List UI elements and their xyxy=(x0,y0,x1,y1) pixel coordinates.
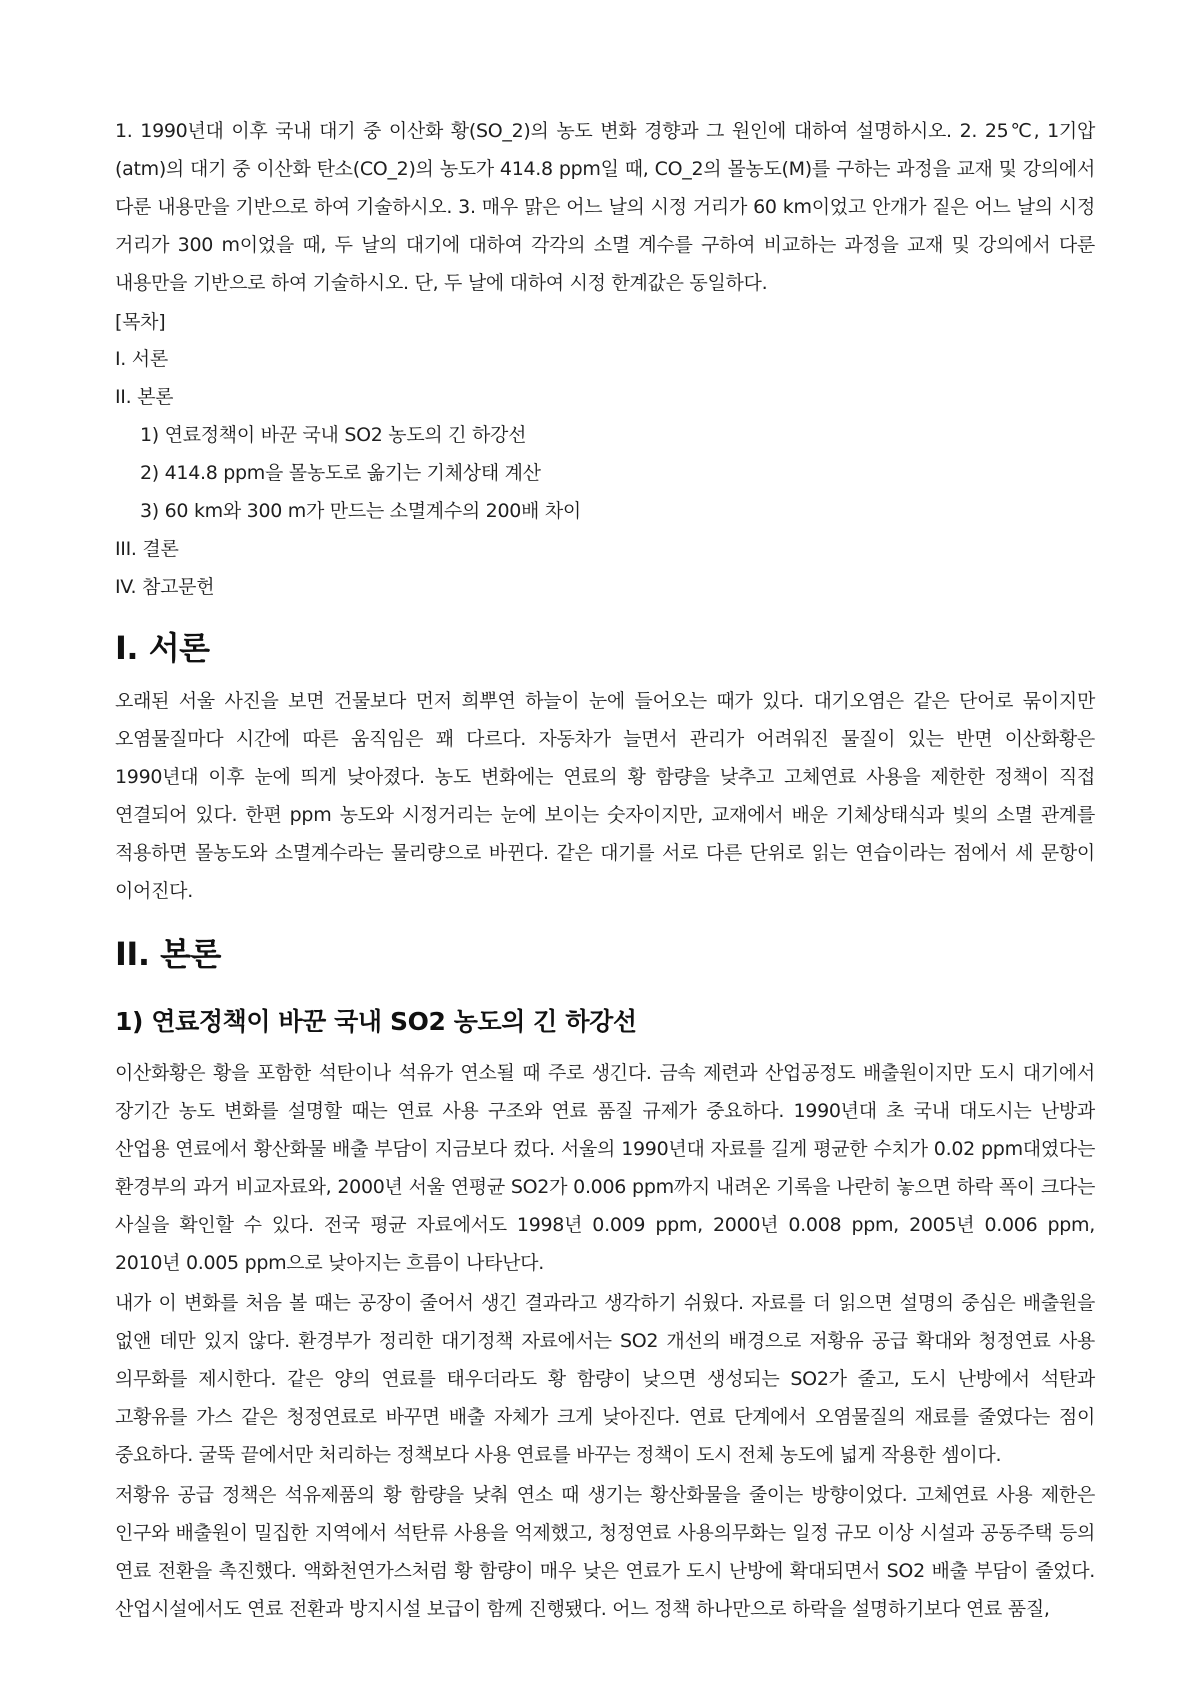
document-page xyxy=(115,112,1095,1630)
toc-item-body-3: 3) 60 km와 300 m가 만드는 소멸계수의 200배 차이 xyxy=(140,500,581,522)
question-text: 1. 1990년대 이후 국내 대기 중 이산화 황(SO_2)의 농도 변화 경향과 그 원인에 대하여 설명하시오. 2. 25℃, 1기압(atm)의 대기 중 이산화 탄소(CO_2)의 농도가 414.8 ppm일 때, CO_2의 몰농도(M)를 구하는 과정을 교재 및 강의에서 다룬 내용만을 기반으로 하여 기술하시오. 3. 매우 맑은 어느 날의 시정 거리가 60 km이었고 안개가 짙은 어느 날의 시정 거리가 300 m이었을 때, 두 날의 대기에 대하여 각각의 소멸 계수를 구하여 비교하는 과정을 교재 및 강의에서 다룬 내용만을 기반으로 하여 기술하시오. 단, 두 날에 대하여 시정 한계값은 동일하다. xyxy=(115,120,1095,294)
toc-item-body-2: 2) 414.8 ppm을 몰농도로 옮기는 기체상태 계산 xyxy=(140,462,541,484)
toc-item-references: IV. 참고문헌 xyxy=(115,576,215,598)
subsection-1-heading: 1) 연료정책이 바꾼 국내 SO2 농도의 긴 하강선 xyxy=(115,1007,637,1036)
toc-item-body-1: 1) 연료정책이 바꾼 국내 SO2 농도의 긴 하강선 xyxy=(140,424,527,446)
toc-item-conclusion: III. 결론 xyxy=(115,538,179,560)
subsection-1-paragraph-2: 내가 이 변화를 처음 볼 때는 공장이 줄어서 생긴 결과라고 생각하기 쉬웠다. 자료를 더 읽으면 설명의 중심은 배출원을 없앤 데만 있지 않다. 환경부가 정리한 대기정책 자료에서는 SO2 개선의 배경으로 저황유 공급 확대와 청정연료 사용 의무화를 제시한다. 같은 양의 연료를 태우더라도 황 함량이 낮으면 생성되는 SO2가 줄고, 도시 난방에서 석탄과 고황유를 가스 같은 청정연료로 바꾸면 배출 자체가 크게 낮아진다. 연료 단계에서 오염물질의 재료를 줄였다는 점이 중요하다. 굴뚝 끝에서만 처리하는 정책보다 사용 연료를 바꾸는 정책이 도시 전체 농도에 넓게 작용한 셈이다. xyxy=(115,1292,1095,1466)
subsection-1-paragraph-1: 이산화황은 황을 포함한 석탄이나 석유가 연소될 때 주로 생긴다. 금속 제련과 산업공정도 배출원이지만 도시 대기에서 장기간 농도 변화를 설명할 때는 연료 사용 구조와 연료 품질 규제가 중요하다. 1990년대 초 국내 대도시는 난방과 산업용 연료에서 황산화물 배출 부담이 지금보다 컸다. 서울의 1990년대 자료를 길게 평균한 수치가 0.02 ppm대였다는 환경부의 과거 비교자료와, 2000년 서울 연평균 SO2가 0.006 ppm까지 내려온 기록을 나란히 놓으면 하락 폭이 크다는 사실을 확인할 수 있다. 전국 평균 자료에서도 1998년 0.009 ppm, 2000년 0.008 ppm, 2005년 0.006 ppm, 2010년 0.005 ppm으로 낮아지는 흐름이 나타난다. xyxy=(115,1062,1095,1274)
intro-paragraph: 오래된 서울 사진을 보면 건물보다 먼저 희뿌연 하늘이 눈에 들어오는 때가 있다. 대기오염은 같은 단어로 묶이지만 오염물질마다 시간에 따른 움직임은 꽤 다르다. 자동차가 늘면서 관리가 어려워진 물질이 있는 반면 이산화황은 1990년대 이후 눈에 띄게 낮아졌다. 농도 변화에는 연료의 황 함량을 낮추고 고체연료 사용을 제한한 정책이 직접 연결되어 있다. 한편 ppm 농도와 시정거리는 눈에 보이는 숫자이지만, 교재에서 배운 기체상태식과 빛의 소멸 관계를 적용하면 몰농도와 소멸계수라는 물리량으로 바뀐다. 같은 대기를 서로 다른 단위로 읽는 연습이라는 점에서 세 문항이 이어진다. xyxy=(115,690,1095,902)
table-of-contents xyxy=(115,306,1095,604)
intro-heading: I. 서론 xyxy=(115,629,210,667)
body-heading: II. 본론 xyxy=(115,935,221,973)
toc-title: [목차] xyxy=(115,311,166,333)
toc-item-body: II. 본론 xyxy=(115,386,174,408)
toc-item-intro: I. 서론 xyxy=(115,348,168,370)
subsection-1-paragraph-3: 저황유 공급 정책은 석유제품의 황 함량을 낮춰 연소 때 생기는 황산화물을 줄이는 방향이었다. 고체연료 사용 제한은 인구와 배출원이 밀집한 지역에서 석탄류 사용을 억제했고, 청정연료 사용의무화는 일정 규모 이상 시설과 공동주택 등의 연료 전환을 촉진했다. 액화천연가스처럼 황 함량이 매우 낮은 연료가 도시 난방에 확대되면서 SO2 배출 부담이 줄었다. 산업시설에서도 연료 전환과 방지시설 보급이 함께 진행됐다. 어느 정책 하나만으로 하락을 설명하기보다 연료 품질, xyxy=(115,1484,1095,1620)
